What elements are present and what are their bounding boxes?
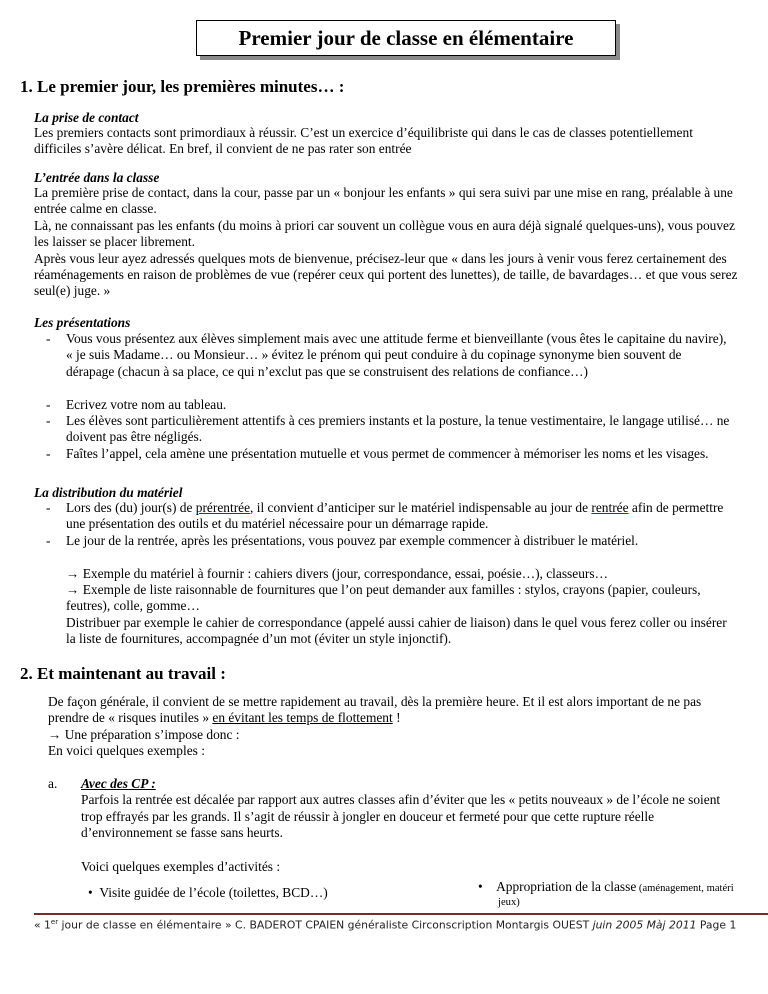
entree-line: Là, ne connaissant pas les enfants (du moins à priori car souvent un collègue vous en aura déjà signalé quelques-uns), vous pouvez les laisser se placer librement. xyxy=(34,217,735,250)
bullet-icon: • xyxy=(88,885,93,900)
distribution-arrow-item: → Exemple du matériel à fournir : cahiers divers (jour, correspondance, essai, poésie…), classeurs… xyxy=(66,566,608,581)
distribution-item: - Le jour de la rentrée, après les présentations, vous pouvez par exemple commencer à distribuer le matériel. xyxy=(46,533,639,548)
activity-item-continuation: jeux) xyxy=(498,897,520,908)
distribution-arrow-item: → Exemple de liste raisonnable de fournitures que l’on peut demander aux familles : stylos, crayons (papier, couleurs, feutres), colle, gomme… xyxy=(66,582,701,614)
entree-paragraph xyxy=(34,185,738,300)
distribution-extra: Distribuer par exemple le cahier de correspondance (appelé aussi cahier de liaison) dans le quel vous ferez coller ou insérer la liste de fournitures, accompagnée d’un mot (éviter un style injonctif). xyxy=(66,615,727,647)
section-2-examples: En voici quelques exemples : xyxy=(48,743,205,758)
presentations-item: - Ecrivez votre nom au tableau. xyxy=(46,397,227,412)
flottement-phrase: en évitant les temps de flottement xyxy=(212,710,393,726)
section-1-heading: 1. Le premier jour, les premières minutes… : xyxy=(20,77,345,96)
activity-item: • Appropriation de la classe (aménagement, matéri xyxy=(478,879,734,894)
prise-de-contact-title: La prise de contact xyxy=(34,110,139,125)
cp-title: Avec des CP : xyxy=(81,776,156,791)
entree-line: La première prise de contact, dans la cour, passe par un « bonjour les enfants » qui sera suivi par une mise en rang, préalable à une entrée calme en classe. xyxy=(34,185,733,217)
entree-title: L’entrée dans la classe xyxy=(34,170,160,185)
presentations-title: Les présentations xyxy=(34,315,131,330)
footer-divider xyxy=(34,913,768,915)
section-2-heading: 2. Et maintenant au travail : xyxy=(20,664,226,683)
cp-label-letter: a. xyxy=(48,776,58,791)
distribution-item: - Lors des (du) jour(s) de prérentrée, il convient d’anticiper sur le matériel indispensable au jour de rentrée afin de permettre une présentation des outils et du matériel nécessaire pour un démarrage rapide. xyxy=(46,500,724,532)
prise-de-contact-text: Les premiers contacts sont primordiaux à réussir. C’est un exercice d’équilibriste qui dans le cas de classes potentiellement difficiles s’avère délicat. En bref, il convient de ne pas rater son entrée xyxy=(34,125,693,157)
prerentree-word: prérentrée xyxy=(195,500,251,515)
entree-line: Après vous leur ayez adressés quelques mots de bienvenue, précisez-leur que « dans les jours à venir vous ferez certainement des réaménagements en raison de problèmes de vue (repérer ceux qui portent des lunettes), de taille, de bavardages… et que vous serez seul(e) juge. » xyxy=(34,250,738,299)
distribution-title: La distribution du matériel xyxy=(34,485,183,500)
cp-block xyxy=(81,776,731,842)
rentree-word: rentrée xyxy=(591,500,629,515)
page-footer: « 1er jour de classe en élémentaire » C. BADEROT CPAIEN généraliste Circonscription Montargis OUEST juin 2005 Màj 2011 Page 1 xyxy=(34,918,737,932)
activity-item: • Visite guidée de l’école (toilettes, BCD…) xyxy=(88,885,328,900)
bullet-icon: • xyxy=(478,879,483,894)
cp-text: Parfois la rentrée est décalée par rapport aux autres classes afin d’éviter que les « petits nouveaux » de l’école ne soient trop effrayés par les grands. Il s’agit de réussir à jongler en douceur et fermeté pour que cette rupture réelle d’environnement se fasse sans heurts. xyxy=(81,792,721,841)
presentations-item: - Les élèves sont particulièrement attentifs à ces premiers instants et la posture, la tenue vestimentaire, le langage utilisé… ne doivent pas être négligés. xyxy=(46,413,730,445)
presentations-item: - Vous vous présentez aux élèves simplement mais avec une attitude ferme et bienveillante (vous êtes le capitaine du navire), « je suis Madame… ou Monsieur… » évitez le prénom qui peut conduire à du copinage synonyme bien souvent de dérapage (chacun à sa place, ce qui n’exclut pas que se construisent des relations de confiance…) xyxy=(46,331,727,379)
document-title: Premier jour de classe en élémentaire xyxy=(196,20,616,56)
section-2-intro: De façon générale, il convient de se mettre rapidement au travail, dès la première heure. Et il est alors important de ne pas prendre de « risques inutiles » en évitant les temps de flottement ! xyxy=(48,694,702,726)
presentations-item: - Faîtes l’appel, cela amène une présentation mutuelle et vous permet de commencer à mémoriser les noms et les visages. xyxy=(46,446,709,461)
section-2-arrow: → Une préparation s’impose donc : xyxy=(48,727,240,742)
activities-intro: Voici quelques exemples d’activités : xyxy=(81,859,281,874)
